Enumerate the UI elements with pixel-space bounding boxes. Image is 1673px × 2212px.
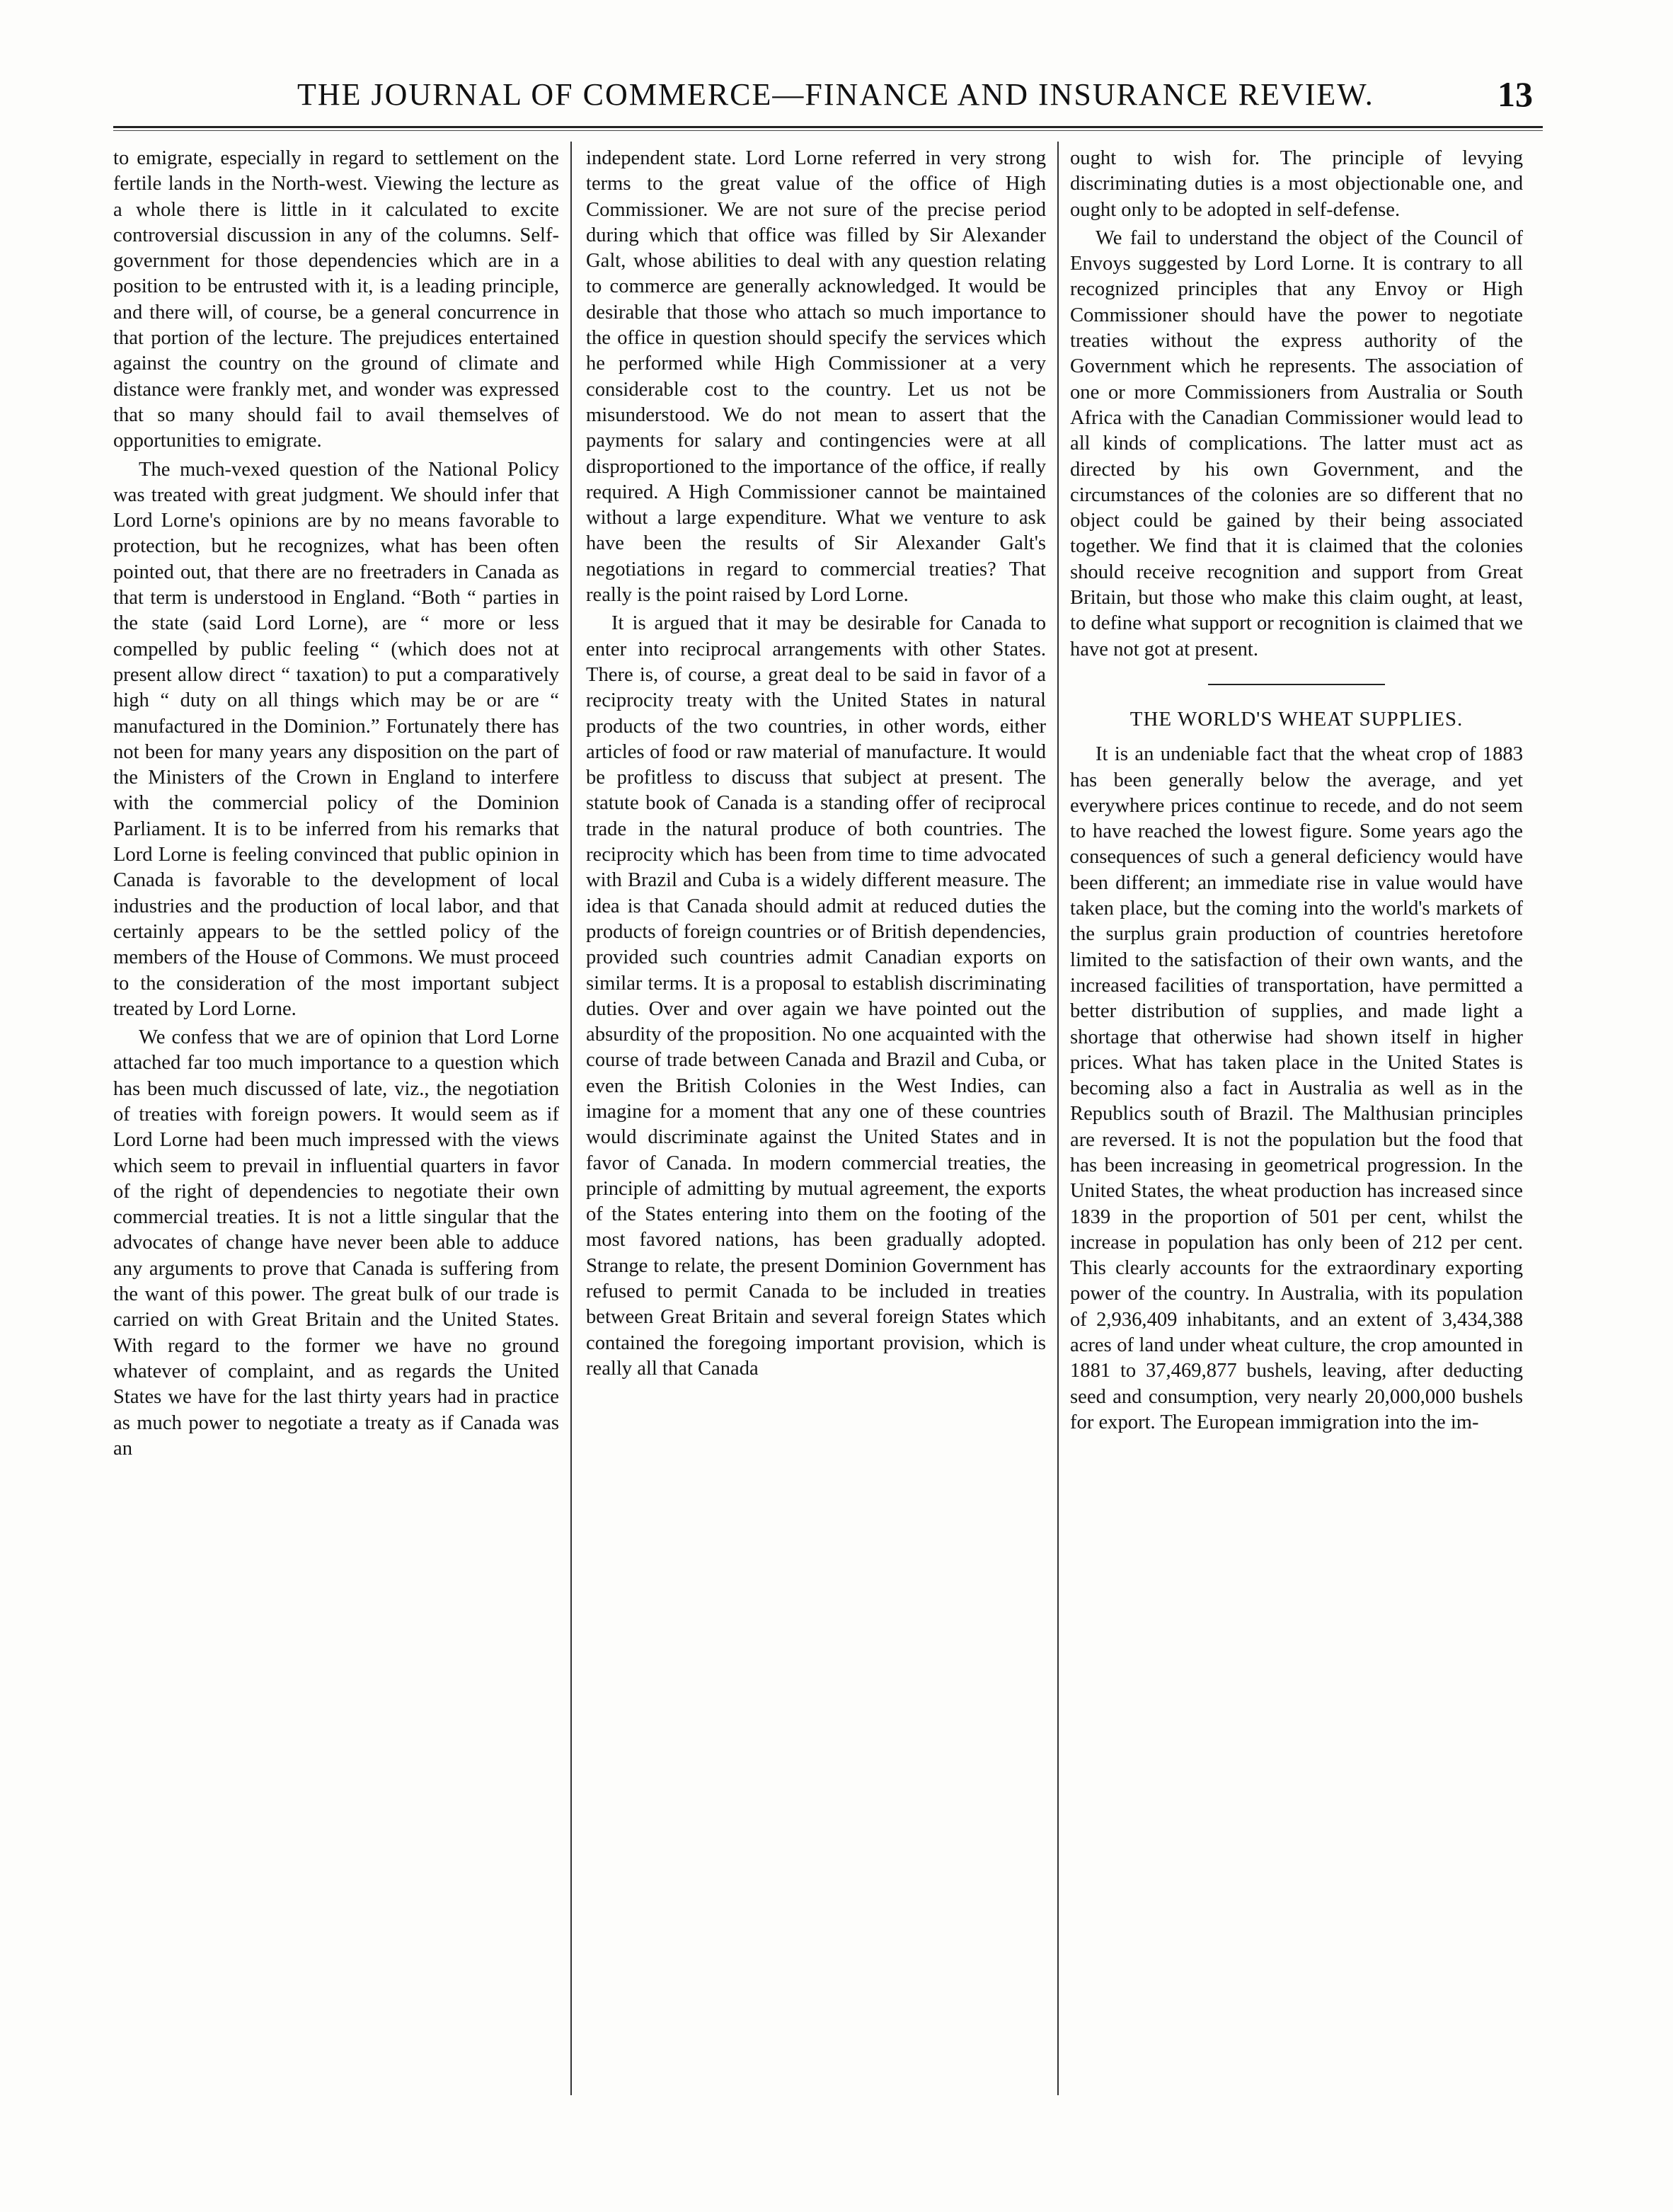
wheat-supplies-paragraph-1: It is an undeniable fact that the wheat crop of 1883 has been generally below the average, and yet everywhere prices continue to recede, and do not seem to have reached the lowest figure. Some years ago the consequences of such a general deficiency would have been different; an immediate rise in value would have taken place, but the coming into the world's markets of the surplus grain production of countries heretofore limited to the satisfaction of their own wants, and the increased facilities of transportation, have permitted a better distribution of supplies, and made light a shortage that otherwise had shown itself in higher prices. What has taken place in the United States is becoming also a fact in Australia as well as in the Republics south of Brazil. The Malthusian principles are reversed. It is not the population but the food that has been increasing in geometrical progression. In the United States, the wheat production has increased since 1839 in the proportion of 501 per cent, whilst the increase in population has only been of 212 per cent. This clearly accounts for the extraordinary exporting power of the country. In Australia, with its population of 2,936,409 inhabitants, and an extent of 3,434,388 acres of land under wheat culture, the crop amounted in 1881 to 37,469,877 bushels, leaving, after deducting seed and consumption, very nearly 20,000,000 bushels for export. The European immigration into the im- xyxy=(1070,743,1523,1433)
header-rule xyxy=(113,126,1543,131)
column-divider-left xyxy=(570,142,572,2095)
column-2 xyxy=(586,146,1046,2092)
section-divider xyxy=(1208,684,1385,685)
section-heading: THE WORLD'S WHEAT SUPPLIES. xyxy=(1129,707,1464,730)
column-2-paragraph-2: It is argued that it may be desirable for Canada to enter into reciprocal arrangements with other States. There is, of course, a great deal to be said in favor of a reciprocity treaty with the United States in natural products of the two countries, in other words, either articles of food or raw material of manufacture. It would be profitless to discuss that subject at present. The statute book of Canada is a standing offer of reciprocal trade in the natural produce of both countries. The reciprocity which has been from time to time advocated with Brazil and Cuba is a widely different measure. The idea is that Canada should admit at reduced duties the products of foreign countries or of British dependencies, provided such countries admit Canadian exports on similar terms. It is a proposal to establish discriminating duties. Over and over again we have pointed out the absurdity of the proposition. No one acquainted with the course of trade between Canada and Brazil and Cuba, or even the British Colonies in the West Indies, can imagine for a moment that any one of these countries would discriminate against the United States and in favor of Canada. In modern commercial treaties, the principle of admitting by mutual agreement, the exports of the States entering into them on the footing of the most favored nations, has been gradually adopted. Strange to relate, the present Dominion Government has refused to permit Canada to be included in treaties between Great Britain and several foreign States which contained the foregoing important provision, which is really all that Canada xyxy=(586,612,1046,1380)
journal-title: THE JOURNAL OF COMMERCE—FINANCE AND INSURANCE REVIEW. xyxy=(297,77,1374,112)
column-1-paragraph-3: We confess that we are of opinion that Lord Lorne attached far too much importance to a question which has been much discussed of late, viz., the negotiation of treaties with foreign powers. It would seem as if Lord Lorne had been much impressed with the views which seem to prevail in influential quarters in favor of the right of dependencies to negotiate their own commercial treaties. It is not a little singular that the advocates of change have never been able to adduce any arguments to prove that Canada is suffering from the want of this power. The great bulk of our trade is carried on with Great Britain and the United States. With regard to the former we have no ground whatever of complaint, and as regards the United States we have for the last thirty years had in practice as much power to negotiate a treaty as if Canada was an xyxy=(113,1026,559,1460)
column-divider-right xyxy=(1057,142,1059,2095)
column-1-paragraph-2: The much-vexed question of the National Policy was treated with great judgment. We should infer that Lord Lorne's opinions are by no means favorable to protection, but he recognizes, what has been often pointed out, that there are no freetraders in Canada as that term is understood in England. “Both “ parties in the state (said Lord Lorne), are “ more or less compelled by public feeling “ (which does not at present allow direct “ taxation) to put a comparatively high “ duty on all things which may be or are “ manufactured in the Dominion.” Fortunately there has not been for many years any disposition on the part of the Ministers of the Crown in England to interfere with the commercial policy of the Dominion Parliament. It is to be inferred from his remarks that Lord Lorne is feeling convinced that public opinion in Canada is favorable to the development of local industries and the production of local labor, and that certainly appears to be the settled policy of the members of the House of Commons. We must proceed to the consideration of the most important subject treated by Lord Lorne. xyxy=(113,458,559,1020)
column-2-paragraph-1: independent state. Lord Lorne referred in very strong terms to the great value of the office of High Commissioner. We are not sure of the precise period during which that office was filled by Sir Alexander Galt, whose abilities to deal with any question relating to commerce are generally acknowledged. It would be desirable that those who attach so much importance to the office in question should specify the services which he performed while High Commissioner at a very considerable cost to the country. Let us not be misunderstood. We do not mean to assert that the payments for salary and contingencies were at all disproportioned to the importance of the office, if really required. A High Commissioner cannot be maintained without a large expenditure. What we venture to ask have been the results of Sir Alexander Galt's negotiations in regard to commercial treaties? That really is the point raised by Lord Lorne. xyxy=(586,147,1046,607)
column-3-paragraph-2: We fail to understand the object of the Council of Envoys suggested by Lord Lorne. It is contrary to all recognized principles that any Envoy or High Commissioner should have the power to negotiate treaties without the express authority of the Government which he represents. The association of one or more Commissioners from Australia or South Africa with the Canadian Commissioner would lead to all kinds of complications. The latter must act as directed by his own Government, and the circumstances of the colonies are so different that no object could be gained by their being associated together. We find that it is claimed that the colonies should receive recognition and support from Great Britain, but those who make this claim ought, at least, to define what support or recognition is claimed that we have not got at present. xyxy=(1070,227,1523,660)
page-number: 13 xyxy=(1497,74,1533,114)
column-1 xyxy=(113,146,559,2092)
column-3 xyxy=(1070,146,1523,2092)
column-1-paragraph-1: to emigrate, especially in regard to settlement on the fertile lands in the North-west. Viewing the lecture as a whole there is little in it calculated to excite controversial discussion in any of the columns. Self-government for those dependencies which are in a position to be entrusted with it, is a leading principle, and there will, of course, be a general concurrence in that portion of the lecture. The prejudices entertained against the country on the ground of climate and distance were frankly met, and wonder was expressed that so many should fail to avail themselves of opportunities to emigrate. xyxy=(113,147,559,452)
page-header xyxy=(113,71,1543,127)
column-3-paragraph-1: ought to wish for. The principle of levying discriminating duties is a most objectionable one, and ought only to be adopted in self-defense. xyxy=(1070,147,1523,221)
